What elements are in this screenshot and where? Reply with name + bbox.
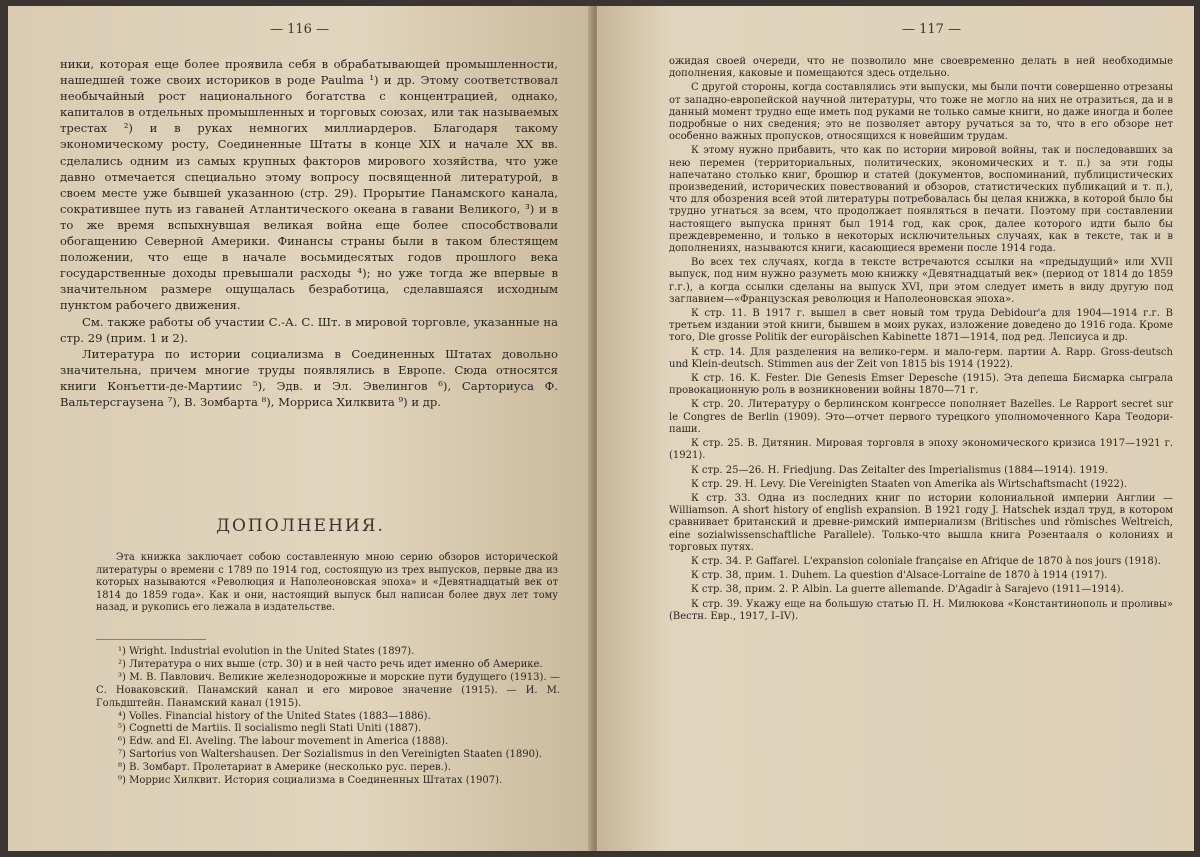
footnote: ²) Литература о них выше (стр. 30) и в ней часто речь идет именно об Америке. — [118, 658, 543, 670]
footnote: ⁶) Edw. and El. Aveling. The labour movement in America (1888). — [118, 736, 449, 748]
left-page — [8, 6, 593, 851]
paragraph: Эта книжка заключает собою составленную мною серию обзоров исторической литературы о времени с 1789 по 1914 год, состоящую из трех выпусков, первые два из которых называются «Революция и Наполеоновская эпоха» и «Девятнадцатый век от 1814 до 1859 года». Как и они, настоящий выпуск был написан более двух лет тому назад, и рукопись его лежала в издательстве. — [96, 552, 558, 614]
addendum-entry: К стр. 16. K. Fester. Die Genesis Emser Depesche (1915). Эта депеша Бисмарка сыграла провокационную роль в возникновении войны 1870—71 г. — [669, 373, 1173, 397]
addendum-entry: К стр. 14. Для разделения на велико-герм. и мало-герм. партии A. Rapp. Gross-deutsch und Klein-deutsch. Stimmen aus der Zeit von 1815 bis 1914 (1922). — [669, 346, 1173, 370]
paragraph: Литература по истории социализма в Соединенных Штатах довольно значительна, причем многие труды появлялись в Европе. Сюда относятся книги Конъетти-де-Мартиис ⁵), Эдв. и Эл. Эвелингов ⁶), Сарториуса Ф. Вальтерсгаузена ⁷), В. Зомбарта ⁸), Морриса Хилквита ⁹) и др. — [60, 346, 558, 409]
footnotes — [96, 646, 560, 788]
paragraph: К этому нужно прибавить, что как по истории мировой войны, так и последовавших за нею перемен (территориальных, политических, экономических и т. п.) за эти годы напечатано столько книг, брошюр и статей (документов, воспоминаний, публицистических произведений, исторических повествований и обзоров, статистических публикаций и т. п.), что для обозрения всей этой литературы потребовалась бы целая книжка, в которой было бы трудно угнаться за всем, что продолжает появляться в печати. Поэтому при составлении настоящего выпуска принят был 1914 год, как срок, далее которого идти было бы преждевременно, и только в некоторых исключительных случаях, как в тексте, так и в дополнениях, называются книги, касающиеся времени после 1914 года. — [669, 145, 1173, 255]
main-text — [60, 56, 558, 410]
addendum-entry: К стр. 38, прим. 2. P. Albin. La guerre allemande. D'Agadir à Sarajevo (1911—1914). — [691, 584, 1124, 596]
addendum-text — [96, 552, 558, 615]
paragraph: Во всех тех случаях, когда в тексте встречаются ссылки на «предыдущий» или XVII выпуск, под ним нужно разуметь мою книжку «Девятнадцатый век» (период от 1814 до 1859 г.г.), а когда ссылки сделаны на выпуск XVI, при этом следует иметь в виду другую под заглавием—«Французская революция и Наполеоновская эпоха». — [669, 257, 1173, 305]
main-text — [669, 56, 1173, 625]
footnote: ⁵) Cognetti de Martiis. Il socialismo negli Stati Uniti (1887). — [118, 723, 422, 735]
footnote: ¹) Wright. Industrial evolution in the United States (1897). — [118, 646, 415, 657]
section-heading: ДОПОЛНЕНИЯ. — [216, 516, 385, 536]
addendum-entry: К стр. 29. H. Levy. Die Vereinigten Staaten von Amerika als Wirtschaftsmacht (1922). — [691, 478, 1127, 490]
addendum-entry: К стр. 25. В. Дитянин. Мировая торговля в эпоху экономического кризиса 1917—1921 г. (1921). — [669, 438, 1173, 462]
paragraph: См. также работы об участии С.-А. С. Шт. в мировой торговле, указанные на стр. 29 (прим. 1 и 2). — [60, 314, 558, 345]
footnote: ⁹) Моррис Хилквит. История социализма в Соединенных Штатах (1907). — [118, 775, 503, 787]
addendum-entry: К стр. 11. В 1917 г. вышел в свет новый том труда Debidour'a для 1904—1914 г.г. В третьем издании этой книги, бывшем в моих руках, изложение доведено до 1916 года. Кроме того, Die grosse Politik der europäischen Kabinette 1871—1914, под ред. Лепсиуса и др. — [669, 308, 1173, 344]
footnote: ⁸) В. Зомбарт. Пролетариат в Америке (несколько рус. перев.). — [118, 762, 451, 774]
addendum-entry: К стр. 33. Одна из последних книг по истории колониальной империи Англии — Williamson. A short history of english expansion. В 1921 году J. Hatschek издал труд, в котором сравнивает британский и древне-римский империализм (Britisches und römisches Weltreich, eine sozialwissenschaftliche Parallele). Только-что вышла книга Розентааля о колониях и торговых путях. — [669, 492, 1173, 553]
paragraph: С другой стороны, когда составлялись эти выпуски, мы были почти совершенно отрезаны от западно-европейской научной литературы, что тоже не могло на них не отразиться, да и в данный момент трудно еще иметь под руками не только самые книги, но даже иногда и более подробные о них сведения; это не позволяет автору ручаться за то, что в его обзоре нет особенно важных пропусков, относящихся к новейшим трудам. — [669, 82, 1173, 143]
paragraph: ожидая своей очереди, что не позволило мне своевременно делать в ней необходимые дополнения, каковые и помещаются здесь отдельно. — [669, 56, 1173, 80]
addendum-entry: К стр. 20. Литературу о берлинском конгрессе пополняет Bazelles. Le Rapport secret sur le Congres de Berlin (1909). Это—отчет первого турецкого уполномоченного Кара Теодори-паши. — [669, 399, 1173, 435]
right-page — [597, 6, 1194, 851]
footnote: ⁷) Sartorius von Waltershausen. Der Sozialismus in den Vereinigten Staaten (1890). — [118, 749, 543, 761]
addendum-entry: К стр. 25—26. H. Friedjung. Das Zeitalter des Imperialismus (1884—1914). 1919. — [691, 464, 1108, 476]
footnote: ³) М. В. Павлович. Великие железнодорожные и морские пути будущего (1913). — С. Новаковский. Панамский канал и его мировое значение (1915). — И. М. Гольдштейн. Панамский канал (1915). — [96, 671, 560, 709]
addendum-entry: К стр. 39. Укажу еще на большую статью П. Н. Милюкова «Константинополь и проливы» (Вестн. Евр., 1917, I–IV). — [669, 598, 1173, 622]
addendum-entry: К стр. 38, прим. 1. Duhem. La question d'Alsace-Lorraine de 1870 à 1914 (1917). — [691, 570, 1108, 582]
footnote: ⁴) Volles. Financial history of the United States (1883—1886). — [118, 710, 431, 722]
page-number: — 116 — — [270, 22, 330, 37]
page-number: — 117 — — [902, 22, 962, 37]
addendum-entry: К стр. 34. P. Gaffarel. L'expansion coloniale française en Afrique de 1870 à nos jours (1918). — [691, 555, 1161, 567]
paragraph: ники, которая еще более проявила себя в обрабатывающей промышленности, нашедшей тоже своих историков в роде Paulma ¹) и др. Этому соответствовал необычайный рост национального богатства с концентрацией, однако, капиталов в отдельных промышленных и торговых союзах, или так называемых трестах ²) и в руках немногих миллиардеров. Благодаря такому экономическому росту, Соединенные Штаты в конце XIX и начале XX вв. сделались одним из самых крупных факторов мирового хозяйства, что уже давно отмечается специально этому вопросу посвященной литературой, в своем месте уже бывшей указанною (стр. 29). Прорытие Панамского канала, сократившее путь из гаваней Атлантического океана в гавани Великого, ³) и в то же время вспыхнувшая великая война еще более способствовали обогащению Северной Америки. Финансы страны были в таком блестящем положении, что еще в начале восьмидесятых годов прошлого века государственные доходы превышали расходы ⁴); но уже тогда же впервые в значительном размере ощущалась безработица, сделавшаяся исходным пунктом рабочего движения. — [60, 57, 558, 313]
footnote-divider — [96, 639, 206, 640]
